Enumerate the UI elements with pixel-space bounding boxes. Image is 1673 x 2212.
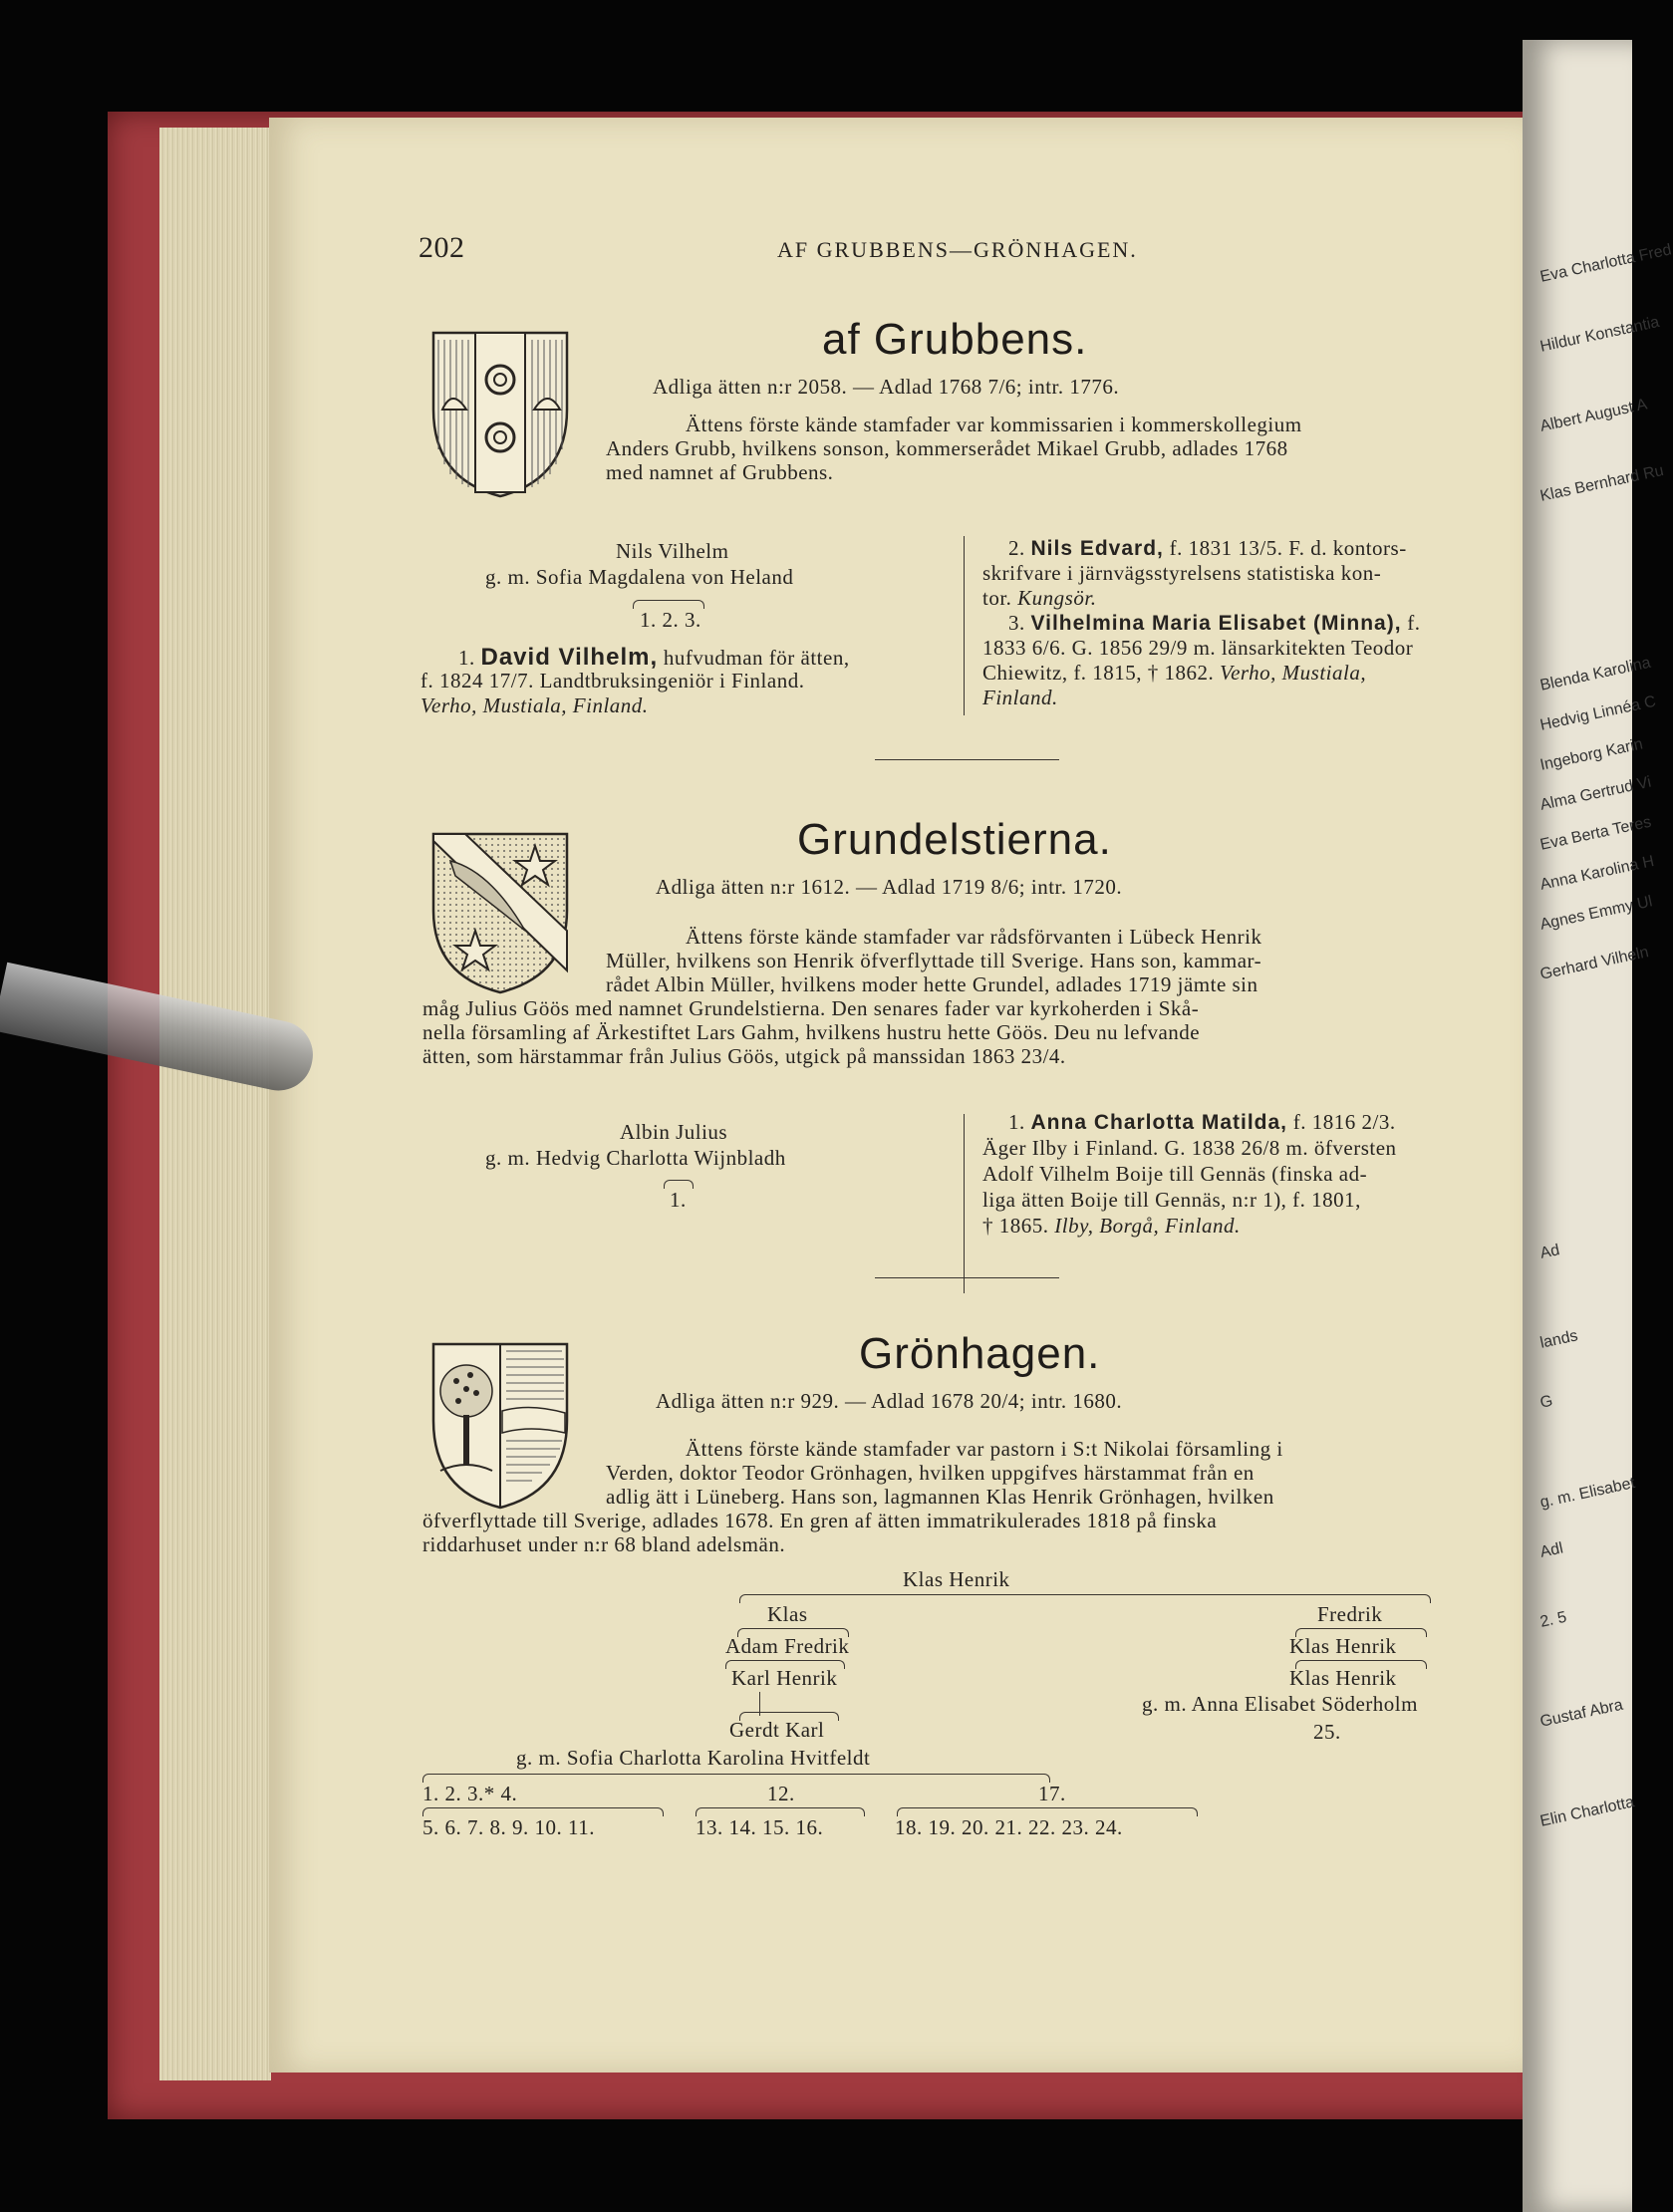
grundelstierna-line2: Äger Ilby i Finland. G. 1838 26/8 m. öfversten [982,1136,1397,1160]
running-head: AF GRUBBENS—GRÖNHAGEN. [777,237,1138,262]
grundelstierna-line5: † 1865. [982,1214,1049,1238]
grubbens-e3-line2: 1833 6/6. G. 1856 29/9 m. länsarkitekten Teodor [982,636,1414,660]
grundelstierna-e1-num: 1. [1008,1110,1025,1134]
facing-page-line: Albert August A [1538,396,1649,435]
gronhagen-title: Grönhagen. [859,1329,1101,1378]
grundelstierna-line3: Adolf Vilhelm Boije till Gennäs (finska ad- [982,1162,1368,1186]
grundelstierna-place: Ilby, Borgå, Finland. [1054,1214,1241,1238]
grubbens-column-divider [964,536,965,715]
grundelstierna-intro-5: nella församling af Ärkestiftet Lars Gahm, hvilkens hustru hette Göös. Deu nu lefvande [422,1020,1201,1044]
facing-page-line: Hedvig Linnéa C [1538,692,1658,734]
facing-page-line: Alma Gertrud Vi [1538,773,1653,814]
grubbens-intro-3: med namnet af Grubbens. [606,460,834,484]
grundelstierna-intro-3: rådet Albin Müller, hvilkens moder hette Grundel, adlades 1719 jämte sin [606,972,1258,996]
grundelstierna-column-divider [964,1114,965,1293]
tree-married-right: g. m. Anna Elisabet Söderholm [1142,1692,1418,1716]
section-divider-2 [875,1277,1059,1278]
gronhagen-subtitle: Adliga ätten n:r 929. — Adlad 1678 20/4; intr. 1680. [656,1389,1123,1413]
grubbens-e1-num: 1. [458,646,475,670]
grundelstierna-parent-name: Albin Julius [620,1120,728,1144]
grubbens-e3-text: f. [1407,611,1421,635]
facing-page-line: Eva Charlotta Fred [1538,241,1673,286]
page-edges [159,128,271,2080]
facing-page-line: Ingeborg Karin [1538,735,1645,774]
grubbens-e2-line2: skrifvare i järnvägsstyrelsens statistiska kon- [982,561,1382,585]
grubbens-e2-num: 2. [1008,536,1025,560]
grubbens-e1-name: David Vilhelm, [480,644,659,671]
grubbens-children: 1. 2. 3. [640,608,701,632]
grubbens-e3-place1: Verho, Mustiala, [1220,661,1367,685]
facing-page-line: Agnes Emmy Ul [1538,893,1654,934]
facing-page-line: g. m. Elisabet [1538,1475,1637,1512]
grubbens-parent-married: g. m. Sofia Magdalena von Heland [485,565,794,589]
grubbens-e1-text: hufvudman för ätten, [663,646,850,670]
tree-klas: Klas [767,1602,808,1626]
gronhagen-intro-3: adlig ätt i Lüneberg. Hans son, lagmannen Klas Henrik Grönhagen, hvilken [606,1485,1274,1509]
facing-page-line: Eva Berta Teres [1538,813,1653,854]
tree-married-left: g. m. Sofia Charlotta Karolina Hvitfeldt [516,1746,871,1770]
grundelstierna-intro-4: måg Julius Göös med namnet Grundelstierna. Den senares fader var kyrkoherden i Skå- [422,996,1200,1020]
grubbens-title: af Grubbens. [822,315,1088,364]
grundelstierna-intro-2: Müller, hvilkens son Henrik öfverflyttade till Sverige. Hans son, kammar- [606,949,1262,972]
section-divider [875,759,1059,760]
facing-page-line: Gustaf Abra [1538,1696,1625,1731]
facing-page-line: Ad [1538,1242,1561,1262]
tree-gen2-c: 18. 19. 20. 21. 22. 23. 24. [895,1815,1123,1839]
page-number: 202 [418,231,465,264]
grubbens-e1-place: Verho, Mustiala, Finland. [420,693,649,717]
grubbens-intro-1: Ättens förste kände stamfader var kommissarien i kommerskollegium [686,413,1302,436]
facing-page-line: Klas Bernhard Ru [1538,461,1666,505]
facing-page-line: lands [1538,1327,1580,1352]
grundelstierna-subtitle: Adliga ätten n:r 1612. — Adlad 1719 8/6; intr. 1720. [656,875,1123,899]
grundelstierna-coat-of-arms-icon [430,831,570,995]
tree-klas-henrik-a: Klas Henrik [1289,1634,1397,1658]
facing-page-line: Anna Karolina H [1538,852,1656,894]
grundelstierna-title: Grundelstierna. [797,815,1112,864]
grundelstierna-line4: liga ätten Boije till Gennäs, n:r 1), f. 1801, [982,1188,1361,1212]
gronhagen-intro-1: Ättens förste kände stamfader var pastorn i S:t Nikolai församling i [686,1437,1283,1461]
tree-root: Klas Henrik [903,1567,1010,1591]
facing-page-line: Adl [1538,1539,1565,1561]
tree-fredrik: Fredrik [1317,1602,1383,1626]
book-page [269,118,1523,2073]
grubbens-e3-line3: Chiewitz, f. 1815, † 1862. [982,661,1215,685]
grundelstierna-intro-6: ätten, som härstammar från Julius Göös, utgick på manssidan 1863 23/4. [422,1044,1066,1068]
grubbens-e2-text: f. 1831 13/5. F. d. kontors- [1169,536,1407,560]
grubbens-e2-name: Nils Edvard, [1030,537,1164,560]
tree-klas-henrik-b: Klas Henrik [1289,1666,1397,1690]
tree-gen2-a: 5. 6. 7. 8. 9. 10. 11. [422,1815,595,1839]
grubbens-e3-place2: Finland. [982,686,1058,709]
grubbens-intro-2: Anders Grubb, hvilkens sonson, kommerserådet Mikael Grubb, adlades 1768 [606,436,1288,460]
facing-page-line: Elin Charlotta [1538,1794,1636,1830]
grundelstierna-e1-name: Anna Charlotta Matilda, [1030,1111,1288,1134]
tree-gerdt-karl: Gerdt Karl [729,1718,825,1742]
grubbens-parent-name: Nils Vilhelm [616,539,729,563]
tree-adam-fredrik: Adam Fredrik [725,1634,850,1658]
facing-page-line: 2. 5 [1538,1608,1568,1631]
grundelstierna-children: 1. [670,1188,687,1212]
grundelstierna-intro-1: Ättens förste kände stamfader var rådsförvanten i Lübeck Henrik [686,925,1262,949]
tree-num-25: 25. [1313,1720,1341,1744]
grubbens-e3-name: Vilhelmina Maria Elisabet (Minna), [1030,612,1402,635]
gronhagen-coat-of-arms-icon [430,1341,570,1511]
tree-connector [759,1692,760,1716]
grubbens-e3-num: 3. [1008,611,1025,635]
grundelstierna-e1-text: f. 1816 2/3. [1292,1110,1396,1134]
gronhagen-intro-4: öfverflyttade till Sverige, adlades 1678. En gren af ätten immatrikulerades 1818 på finska [422,1509,1218,1532]
gronhagen-intro-5: riddarhuset under n:r 68 bland adelsmän. [422,1532,786,1556]
tree-karl-henrik: Karl Henrik [731,1666,838,1690]
tree-gen1-a: 1. 2. 3.* 4. [422,1782,518,1805]
grubbens-e2-line3: tor. [982,586,1012,610]
tree-gen2-b: 13. 14. 15. 16. [696,1815,824,1839]
facing-page-line: Hildur Konstantia [1538,313,1661,356]
grubbens-e2-place: Kungsör. [1017,586,1097,610]
grubbens-subtitle: Adliga ätten n:r 2058. — Adlad 1768 7/6; intr. 1776. [653,375,1120,399]
gronhagen-intro-2: Verden, doktor Teodor Grönhagen, hvilken uppgifves härstammat från en [606,1461,1255,1485]
grubbens-coat-of-arms-icon [430,330,570,499]
tree-gen1-c: 17. [1038,1782,1066,1805]
facing-page-line: Gerhard Vilheln [1538,944,1651,983]
facing-page [1523,40,1673,2212]
tree-gen1-b: 12. [767,1782,795,1805]
facing-page-line: Blenda Karolina [1538,654,1653,694]
grundelstierna-parent-married: g. m. Hedvig Charlotta Wijnbladh [485,1146,786,1170]
facing-page-line: G [1538,1392,1554,1412]
grubbens-e1-line2: f. 1824 17/7. Landtbruksingeniör i Finland. [420,669,805,692]
